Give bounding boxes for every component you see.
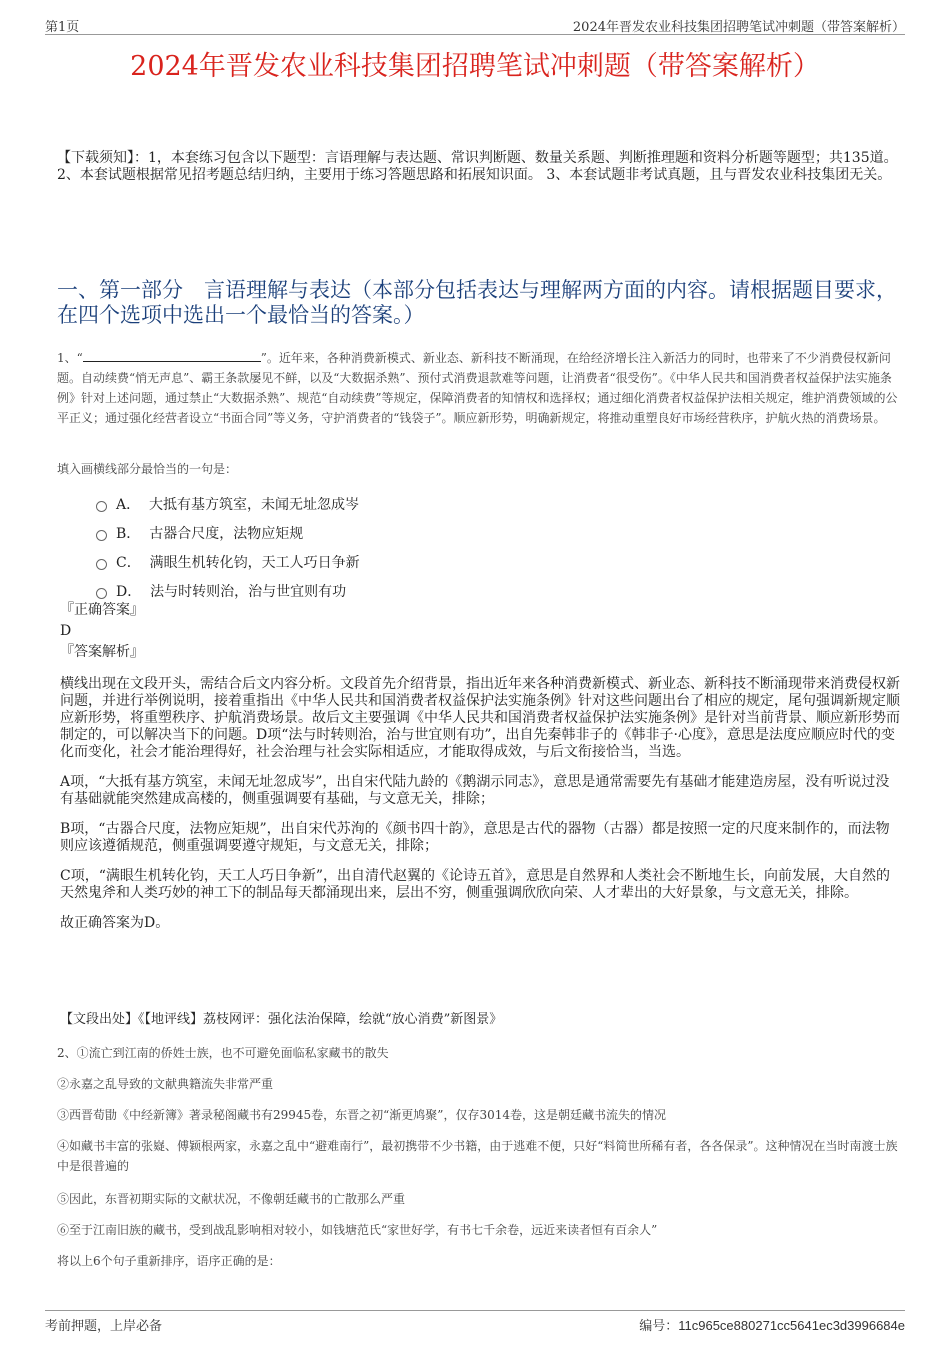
question-2-ask: 将以上6个句子重新排序，语序正确的是：	[57, 1254, 281, 1268]
question-1-ask: 填入画横线部分最恰当的一句是：	[57, 462, 238, 476]
page-footer	[45, 1310, 905, 1335]
answer-label: 『正确答案』	[60, 602, 144, 618]
question-1-prefix: 1、“	[57, 351, 83, 365]
radio-icon[interactable]	[96, 530, 107, 541]
sentence: ⑥至于江南旧族的藏书，受到战乱影响相对较小，如钱塘范氏“家世好学，有书七千余卷，远近来读者恒有百余人”	[57, 1223, 658, 1237]
footer-slogan: 考前押题，上岸必备	[45, 1319, 163, 1334]
question-1-stem	[57, 348, 900, 428]
sentence: ②永嘉之乱导致的文献典籍流失非常严重	[57, 1077, 274, 1091]
option-d[interactable]: D． 法与时转则治，治与世宜则有功	[94, 582, 360, 608]
fill-blank	[83, 349, 261, 362]
header-doc-title: 2024年晋发农业科技集团招聘笔试冲刺题（带答案解析）	[572, 20, 905, 35]
question-2	[57, 1043, 900, 1282]
analysis-paragraph: C项，“满眼生机转化钧，天工人巧日争新”，出自清代赵翼的《论诗五首》，意思是自然界和人类社会不断地生长，向前发展，大自然的天然鬼斧和人类巧妙的神工下的制品每天都涌现出来，层出不穷，侧重强调欣欣向荣、人才辈出的大好景象，与文意无关，排除。	[60, 868, 891, 901]
analysis-paragraph: B项，“古器合尺度，法物应矩规”，出自宋代苏洵的《颜书四十韵》，意思是古代的器物（古器）都是按照一定的尺度来制作的，而法物则应该遵循规范，侧重强调要遵守规矩，与文意无关，排除；	[60, 821, 890, 854]
doc-code: 编号：11c965ce880271cc5641ec3d3996684e	[639, 1318, 905, 1333]
analysis-body	[60, 676, 900, 945]
analysis-label: 『答案解析』	[60, 644, 144, 660]
analysis-paragraph: A项，“大抵有基方筑室，未闻无址忽成岑”，出自宋代陆九龄的《鹅湖示同志》，意思是通常需要先有基础才能建造房屋，没有听说过没有基础就能突然建成高楼的，侧重强调要有基础，与文意无关，排除；	[60, 774, 890, 807]
passage-source: 【文段出处】《【地评线】荔枝网评：强化法治保障，绘就“放心消费”新图景》	[60, 1012, 503, 1027]
answer-value: D	[60, 623, 72, 639]
option-a[interactable]: A． 大抵有基方筑室，未闻无址忽成岑	[94, 495, 360, 521]
sentence: 2、①流亡到江南的侨姓士族，也不可避免面临私家藏书的散失	[57, 1046, 389, 1060]
option-b[interactable]: B． 古器合尺度，法物应矩规	[94, 524, 360, 550]
radio-icon[interactable]	[96, 559, 107, 570]
answer-block	[60, 600, 900, 663]
sentence: ③西晋荀勖《中经新簿》著录秘阁藏书有29945卷，东晋之初“渐更鸠聚”，仅存3014卷，这是朝廷藏书流失的情况	[57, 1108, 666, 1122]
analysis-paragraph: 横线出现在文段开头，需结合后文内容分析。文段首先介绍背景，指出近年来各种消费新模式、新业态、新科技不断涌现带来消费侵权新问题，并进行举例说明，接着重指出《中华人民共和国消费者权益保护法实施条例》针对这些问题出台了相应的规定，尾句强调新规定顺应新形势，将重塑秩序、护航消费场景。故后文主要强调《中华人民共和国消费者权益保护法实施条例》是针对当前背景、顺应新形势而制定的，可以解决当下的问题。D项“法与时转则治，治与世宜则有功”，出自先秦韩非子的《韩非子·心度》，意思是法度应顺应时代的变化而变化，社会才能治理得好，社会治理与社会实际相适应，才能取得成效，与后文衔接恰当，当选。	[60, 676, 900, 760]
section-heading: 一、第一部分 言语理解与表达（本部分包括表达与理解两方面的内容。请根据题目要求，在四个选项中选出一个最恰当的答案。）	[57, 278, 897, 327]
sentence: ④如藏书丰富的张嶷、傅颖根两家，永嘉之乱中“避难南行”，最初携带不少书籍，由于逃难不便，只好“料简世所稀有者，各各保录”。这种情况在当时南渡士族中是很普遍的	[57, 1139, 898, 1173]
option-c[interactable]: C． 满眼生机转化钧，天工人巧日争新	[94, 553, 360, 579]
radio-icon[interactable]	[96, 501, 107, 512]
radio-icon[interactable]	[96, 588, 107, 599]
page-header	[45, 14, 905, 35]
analysis-paragraph: 故正确答案为D。	[60, 915, 170, 931]
page-title: 2024年晋发农业科技集团招聘笔试冲刺题（带答案解析）	[130, 51, 820, 82]
sentence: ⑤因此，东晋初期实际的文献状况，不像朝廷藏书的亡散那么严重	[57, 1192, 406, 1206]
download-notice: 【下载须知】：1，本套练习包含以下题型：言语理解与表达题、常识判断题、数量关系题、判断推理题和资料分析题等题型；共135道。 2、本套试题根据常见招考题总结归纳，主要用于练习答题思路和拓展知识面。 3、本套试题非考试真题，且与晋发农业科技集团无关。	[57, 150, 898, 183]
page-number: 第1页	[45, 20, 80, 35]
option-list	[94, 495, 360, 611]
question-1-text: ”。近年来，各种消费新模式、新业态、新科技不断涌现，在给经济增长注入新活力的同时，也带来了不少消费侵权新问题。自动续费“悄无声息”、霸王条款屡见不鲜，以及“大数据杀熟”、预付式消费退款难等问题，让消费者“很受伤”。《中华人民共和国消费者权益保护法实施条例》针对上述问题，通过禁止“大数据杀熟”、规范“自动续费”等规定，保障消费者的知情权和选择权；通过细化消费者权益保护法相关规定，维护消费领域的公平正义；通过强化经营者设立“书面合同”等义务，守护消费者的“钱袋子”。顺应新形势，明确新规定，将推动重塑良好市场经营秩序，护航火热的消费场景。	[57, 351, 898, 425]
